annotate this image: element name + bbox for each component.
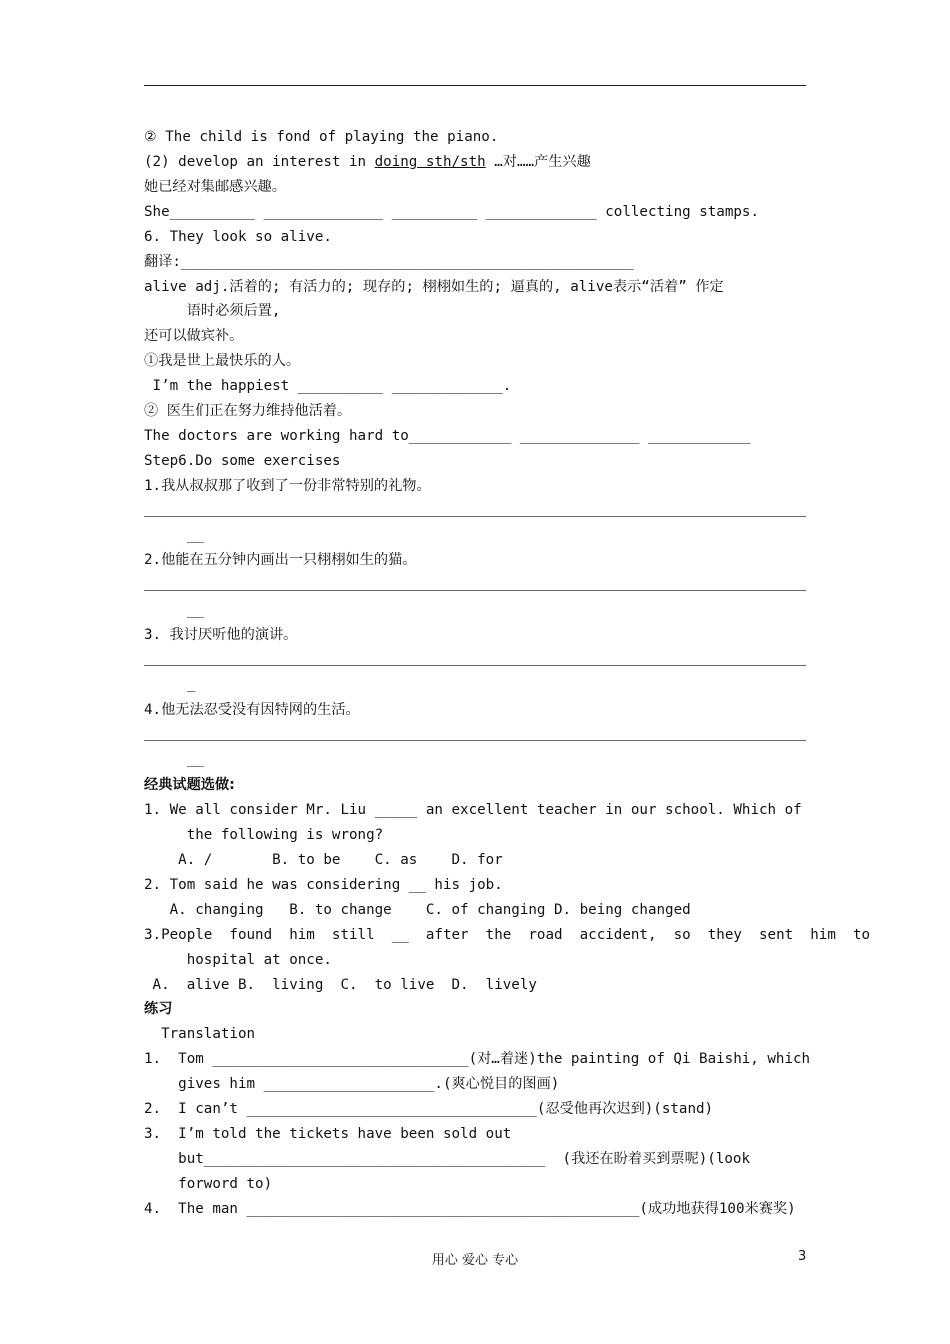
text-line: 2.他能在五分钟内画出一只栩栩如生的猫。 (144, 552, 417, 568)
text-line: ①我是世上最快乐的人。 (144, 353, 301, 369)
text-line: alive adj.活着的; 有活力的; 现存的; 栩栩如生的; 逼真的, alive表示“活着” 作定 (144, 279, 724, 295)
page-footer: 用心 爱心 专心 (431, 1253, 519, 1268)
text-line: Step6.Do some exercises (144, 453, 341, 469)
text-segment: (2) develop an interest in (144, 154, 375, 170)
text-line: ② 医生们正在努力维持他活着。 (144, 403, 352, 419)
text-line: 2. Tom said he was considering __ his job. (144, 877, 503, 893)
text-line: She__________ ______________ __________ _____________ collecting stamps. (144, 204, 759, 220)
text-line: 3.People found him still __ after the road accident, so they sent him to (144, 927, 871, 943)
page-number: 3 (798, 1249, 807, 1264)
text-line: 语时必须后置, (144, 303, 281, 319)
text-line: 1. Tom ______________________________(对…着迷)the painting of Qi Baishi, which (144, 1051, 811, 1067)
text-line: A. / B. to be C. as D. for (144, 852, 503, 868)
text-line: the following is wrong? (144, 827, 384, 843)
answer-line (144, 516, 806, 517)
text-line: 她已经对集邮感兴趣。 (144, 179, 286, 195)
text-line: forword to) (144, 1176, 273, 1192)
text-line (144, 153, 591, 171)
answer-line-tail: _ (187, 676, 196, 692)
text-line: 1.我从叔叔那了收到了一份非常特别的礼物。 (144, 478, 431, 494)
answer-line (144, 590, 806, 591)
answer-line-tail: __ (187, 751, 204, 767)
text-line: 4. The man ______________________________________________(成功地获得100米赛奖) (144, 1201, 796, 1217)
answer-line-tail: __ (187, 527, 204, 543)
text-line: ② The child is fond of playing the piano. (144, 129, 499, 145)
answer-line (144, 665, 806, 666)
text-line: 4.他无法忍受没有因特网的生活。 (144, 702, 360, 718)
section-heading: 经典试题选做: (144, 777, 235, 793)
text-line: 3. I’m told the tickets have been sold out (144, 1126, 512, 1142)
text-line: 2. I can’t __________________________________(忍受他再次迟到)(stand) (144, 1101, 714, 1117)
text-line: 6. They look so alive. (144, 229, 332, 245)
section-heading: 练习 (144, 1001, 173, 1017)
text-line: 1. We all consider Mr. Liu _____ an excellent teacher in our school. Which of (144, 802, 802, 818)
text-line: The doctors are working hard to____________ ______________ ____________ (144, 428, 751, 444)
text-line: 翻译:_____________________________________________________ (144, 254, 634, 270)
text-line: hospital at once. (144, 952, 332, 968)
text-segment: …对……产生兴趣 (485, 154, 591, 170)
underlined-phrase: doing sth/sth (374, 154, 486, 170)
text-line: gives him ____________________.(爽心悦目的图画) (144, 1076, 560, 1092)
text-line: A. changing B. to change C. of changing D. being changed (144, 902, 691, 918)
header-rule (144, 85, 806, 86)
text-line: but________________________________________ (我还在盼着买到票呢)(look (144, 1151, 751, 1167)
text-line: 3. 我讨厌听他的演讲。 (144, 627, 298, 643)
answer-line (144, 740, 806, 741)
text-line: I’m the happiest __________ _____________. (144, 378, 512, 394)
text-line: 还可以做宾补。 (144, 328, 244, 344)
text-line: A. alive B. living C. to live D. lively (144, 977, 537, 993)
answer-line-tail: __ (187, 602, 204, 618)
text-line: Translation (144, 1026, 256, 1042)
